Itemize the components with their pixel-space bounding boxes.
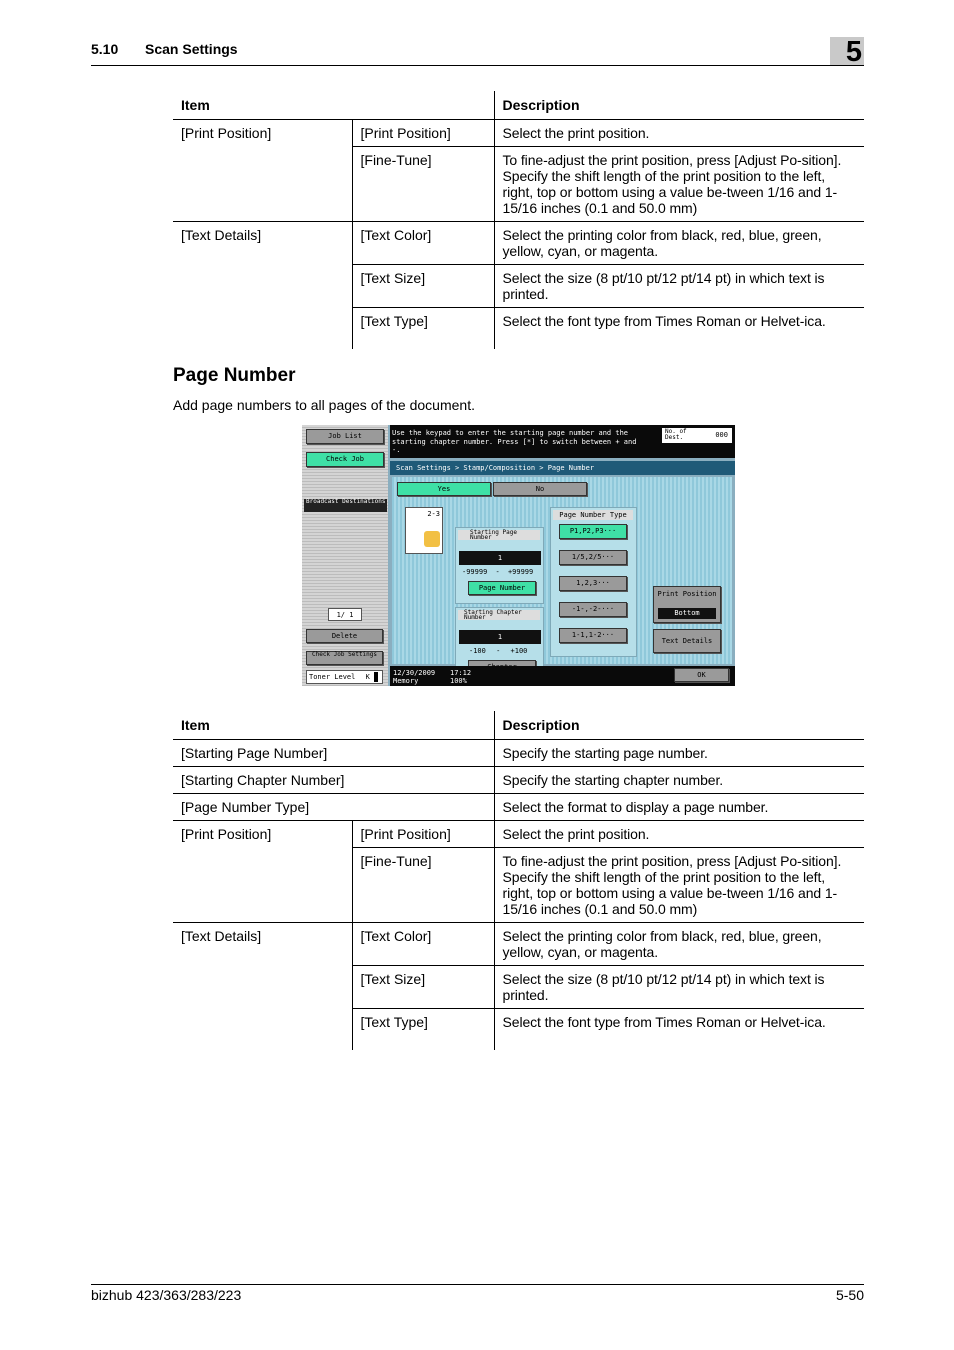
table-cell-desc: Select the font type from Times Roman or Helvet-ica. bbox=[494, 1009, 864, 1051]
chapter-range-sep: - bbox=[496, 647, 501, 655]
toner-bar bbox=[374, 672, 378, 682]
table-cell-desc: To fine-adjust the print position, press [Adjust Po-sition]. Specify the shift length of the print position to the left, right, top or bottom using a value be-tween 1/16 and 1-15/16 inches (0.1 and 50.0 mm) bbox=[494, 848, 864, 923]
table-cell-desc: Select the printing color from black, red, blue, green, yellow, cyan, or magenta. bbox=[494, 923, 864, 966]
table-cell-sub: [Text Size] bbox=[352, 966, 494, 1009]
stamp-icon bbox=[424, 531, 440, 547]
table-cell-item: [Print Position] bbox=[173, 120, 352, 222]
footer-model: bizhub 423/363/283/223 bbox=[91, 1287, 242, 1303]
print-position-label: Print Position bbox=[657, 590, 717, 598]
starting-page-range-sep: - bbox=[495, 568, 500, 576]
page-number-intro: Add page numbers to all pages of the document. bbox=[173, 397, 475, 413]
page-number-type-label: Page Number Type bbox=[553, 510, 633, 520]
page-number-type-panel bbox=[550, 507, 637, 657]
table-cell-sub: [Text Color] bbox=[352, 222, 494, 265]
chapter-range-max: +100 bbox=[510, 647, 528, 655]
dest-count-value: 000 bbox=[715, 431, 728, 439]
memory-label: Memory bbox=[393, 677, 419, 685]
chapter-range-min: -100 bbox=[469, 647, 486, 655]
table-cell-sub: [Print Position] bbox=[352, 120, 494, 147]
table-row bbox=[173, 794, 864, 821]
type-option-2[interactable]: 1/5,2/5··· bbox=[559, 550, 627, 565]
no-button[interactable]: No bbox=[493, 482, 587, 496]
header-rule bbox=[91, 65, 864, 66]
table-cell-item: [Print Position] bbox=[173, 821, 352, 923]
time: 17:12 bbox=[450, 669, 472, 677]
footer-rule bbox=[91, 1284, 864, 1285]
page-number-heading: Page Number bbox=[173, 365, 296, 386]
settings-table-1 bbox=[173, 91, 864, 349]
table-cell-sub: [Fine-Tune] bbox=[352, 848, 494, 923]
page-number-button[interactable]: Page Number bbox=[468, 581, 536, 595]
table2-col-item: Item bbox=[173, 711, 494, 740]
broadcast-destinations: Broadcast Destinations bbox=[304, 499, 387, 512]
check-job-button[interactable]: Check Job bbox=[306, 452, 384, 467]
footer-page-number: 5-50 bbox=[835, 1287, 864, 1303]
section-title: Scan Settings bbox=[145, 41, 238, 57]
type-option-4[interactable]: -1-,-2-··· bbox=[559, 602, 627, 617]
type-option-5[interactable]: 1-1,1-2··· bbox=[559, 628, 627, 643]
starting-chapter-input[interactable]: 1 bbox=[459, 630, 541, 644]
table-cell-item: [Text Details] bbox=[181, 227, 262, 243]
table-cell-desc: Specify the starting chapter number. bbox=[494, 767, 864, 794]
table-cell-sub: [Print Position] bbox=[352, 821, 494, 848]
table-cell-sub: [Fine-Tune] bbox=[352, 147, 494, 222]
settings-table-2 bbox=[173, 711, 864, 1050]
table-cell-sub: [Text Type] bbox=[352, 308, 494, 350]
table-cell-desc: Select the size (8 pt/10 pt/12 pt/14 pt) in which text is printed. bbox=[494, 966, 864, 1009]
check-job-settings-button[interactable]: Check Job Settings bbox=[306, 651, 383, 665]
table-cell-item: [Page Number Type] bbox=[173, 794, 494, 821]
table-cell-item: [Starting Chapter Number] bbox=[173, 767, 494, 794]
message-bar bbox=[390, 425, 735, 458]
breadcrumb bbox=[390, 461, 735, 475]
table-row bbox=[173, 767, 864, 794]
starting-chapter-label: Starting Chapter Number bbox=[458, 610, 540, 620]
table-row bbox=[173, 923, 864, 966]
starting-page-range bbox=[462, 568, 542, 576]
table-row bbox=[173, 821, 864, 848]
print-position-button[interactable] bbox=[653, 586, 721, 623]
job-list-button[interactable]: Job List bbox=[306, 429, 384, 444]
toner-level bbox=[306, 670, 383, 684]
starting-page-input[interactable]: 1 bbox=[459, 551, 541, 565]
yes-button[interactable]: Yes bbox=[397, 482, 491, 496]
table-cell-item: [Starting Page Number] bbox=[173, 740, 494, 767]
table-cell-sub: [Text Type] bbox=[352, 1009, 494, 1051]
section-number: 5.10 bbox=[91, 41, 119, 57]
dest-count-label: No. of Dest. bbox=[665, 428, 687, 441]
table-cell-desc: Select the format to display a page number. bbox=[494, 794, 864, 821]
starting-page-label: Starting Page Number bbox=[458, 530, 540, 540]
table1-col-desc: Description bbox=[494, 91, 864, 120]
starting-page-range-max: +99999 bbox=[507, 568, 534, 576]
table2-col-desc: Description bbox=[494, 711, 864, 740]
print-position-value: Bottom bbox=[658, 608, 716, 619]
starting-page-range-min: -99999 bbox=[462, 568, 488, 576]
table-cell-desc: Select the print position. bbox=[494, 821, 864, 848]
settings-area bbox=[392, 477, 732, 664]
instruction-message: Use the keypad to enter the starting page number and the starting chapter number. Press [*] to switch between + and -. bbox=[392, 429, 637, 454]
status-bar bbox=[390, 666, 735, 686]
date: 12/30/2009 bbox=[393, 669, 436, 677]
chapter-badge bbox=[830, 36, 864, 68]
table-cell-desc: Select the print position. bbox=[494, 120, 864, 147]
toner-level-label: Toner Level bbox=[309, 673, 356, 681]
table-cell-desc: Specify the starting page number. bbox=[494, 740, 864, 767]
chapter-number: 5 bbox=[845, 36, 862, 68]
table-row bbox=[173, 222, 864, 265]
chapter-range bbox=[469, 647, 543, 655]
table-cell-desc: Select the font type from Times Roman or Helvet-ica. bbox=[494, 308, 864, 350]
table-cell-desc: Select the printing color from black, red, blue, green, yellow, cyan, or magenta. bbox=[494, 222, 864, 265]
type-option-1[interactable]: P1,P2,P3··· bbox=[559, 524, 627, 539]
starting-page-panel bbox=[455, 527, 544, 604]
type-option-3[interactable]: 1,2,3··· bbox=[559, 576, 627, 591]
delete-button[interactable]: Delete bbox=[306, 629, 383, 643]
table-cell-item: [Text Details] bbox=[181, 928, 262, 944]
document-preview bbox=[405, 507, 443, 554]
table-cell-desc: To fine-adjust the print position, press [Adjust Po-sition]. Specify the shift length of the print position to the left, right, top or bottom using a value be-tween 1/16 and 1-15/16 inches (0.1 and 50.0 mm) bbox=[494, 147, 864, 222]
table1-col-item: Item bbox=[173, 91, 494, 120]
memory-value: 100% bbox=[450, 677, 467, 685]
table-row bbox=[173, 120, 864, 147]
table-cell-desc: Select the size (8 pt/10 pt/12 pt/14 pt) in which text is printed. bbox=[494, 265, 864, 308]
table-cell-sub: [Text Size] bbox=[352, 265, 494, 308]
ok-button[interactable]: OK bbox=[674, 668, 729, 682]
toner-k: K bbox=[365, 673, 370, 681]
table-row bbox=[173, 740, 864, 767]
device-screen bbox=[302, 425, 735, 686]
text-details-button[interactable]: Text Details bbox=[653, 629, 721, 653]
table-cell-sub: [Text Color] bbox=[352, 923, 494, 966]
page-counter: 1/ 1 bbox=[328, 608, 362, 621]
breadcrumb-text: Scan Settings > Stamp/Composition > Page Number bbox=[396, 464, 595, 472]
preview-page-label: 2-3 bbox=[427, 510, 440, 518]
